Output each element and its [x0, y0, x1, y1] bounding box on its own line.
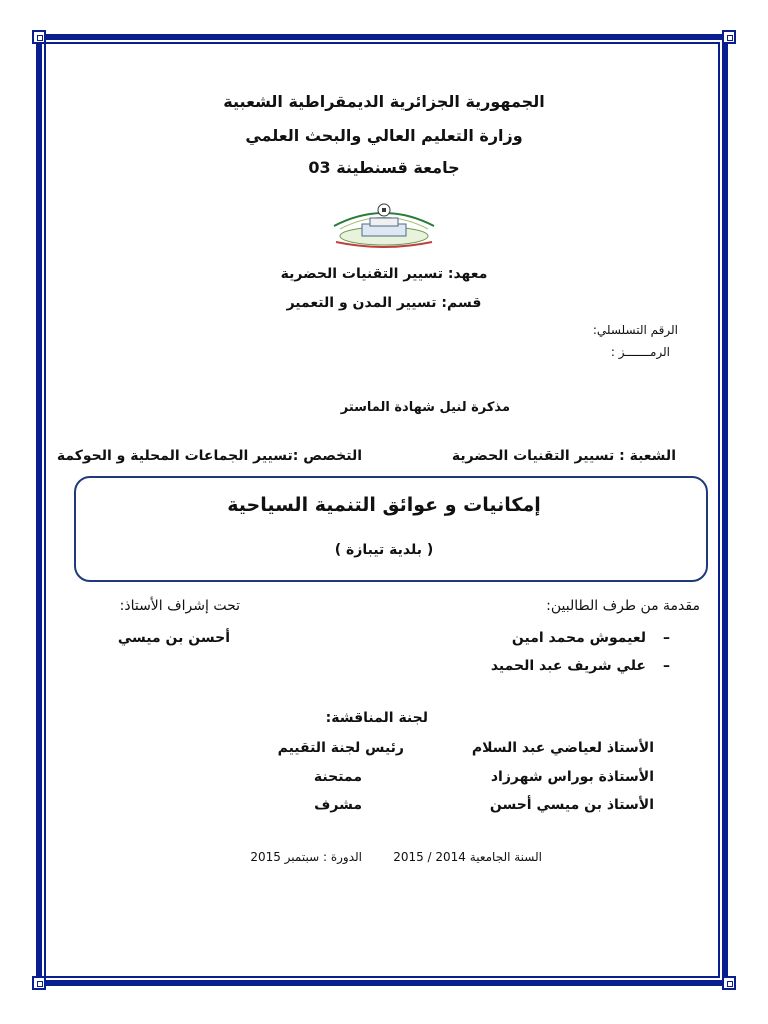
student-dash-2: –	[663, 658, 670, 674]
corner-ornament-top-left	[32, 30, 46, 44]
thesis-title-box	[74, 476, 708, 582]
corner-ornament-top-right	[722, 30, 736, 44]
committee-member-name-1: الأستاذ لعياضي عبد السلام	[471, 740, 654, 756]
session-date: الدورة : سبتمبر 2015	[250, 850, 362, 864]
corner-ornament-bottom-right	[722, 976, 736, 990]
committee-label: لجنة المناقشة:	[325, 710, 428, 726]
university-logo-icon	[326, 196, 442, 248]
students-label: مقدمة من طرف الطالبين:	[546, 598, 700, 614]
thesis-title: إمكانيات و عوائق التنمية السياحية	[227, 494, 541, 516]
ministry-heading: وزارة التعليم العالي والبحث العلمي	[245, 126, 523, 145]
academic-year: السنة الجامعية 2014 / 2015	[393, 850, 542, 864]
committee-member-name-3: الأستاذ بن ميسي أحسن	[489, 797, 654, 813]
student-dash-1: –	[663, 630, 670, 646]
committee-member-role-2: ممتحنة	[313, 769, 362, 785]
republic-heading: الجمهورية الجزائرية الديمقراطية الشعبية	[223, 92, 545, 111]
department-line: قسم: تسيير المدن و التعمير	[286, 295, 482, 311]
committee-member-role-3: مشرف	[314, 797, 362, 813]
supervisor-name: أحسن بن ميسي	[117, 630, 230, 646]
student-name-2: علي شريف عبد الحميد	[490, 658, 646, 674]
supervisor-label: تحت إشراف الأستاذ:	[119, 598, 240, 614]
corner-ornament-bottom-left	[32, 976, 46, 990]
memo-title: مذكرة لنيل شهادة الماستر	[340, 400, 510, 415]
university-heading: جامعة قسنطينة 03	[308, 158, 460, 177]
thesis-subtitle: ( بلدية تيبازة )	[334, 542, 434, 558]
code-label: الرمـــــــز :	[610, 345, 670, 359]
committee-member-role-1: رئيس لجنة التقييم	[277, 740, 404, 756]
student-name-1: لعيموش محمد امين	[511, 630, 646, 646]
branch-line: الشعبة : تسيير التقنيات الحضرية	[451, 448, 676, 464]
committee-member-name-2: الأستاذة بوراس شهرزاد	[490, 769, 654, 785]
serial-number-label: الرقم التسلسلي:	[592, 323, 678, 337]
institute-line: معهد: تسيير التقنيات الحضرية	[280, 266, 488, 282]
specialty-line: التخصص :تسيير الجماعات المحلية و الحوكمة	[56, 448, 362, 464]
